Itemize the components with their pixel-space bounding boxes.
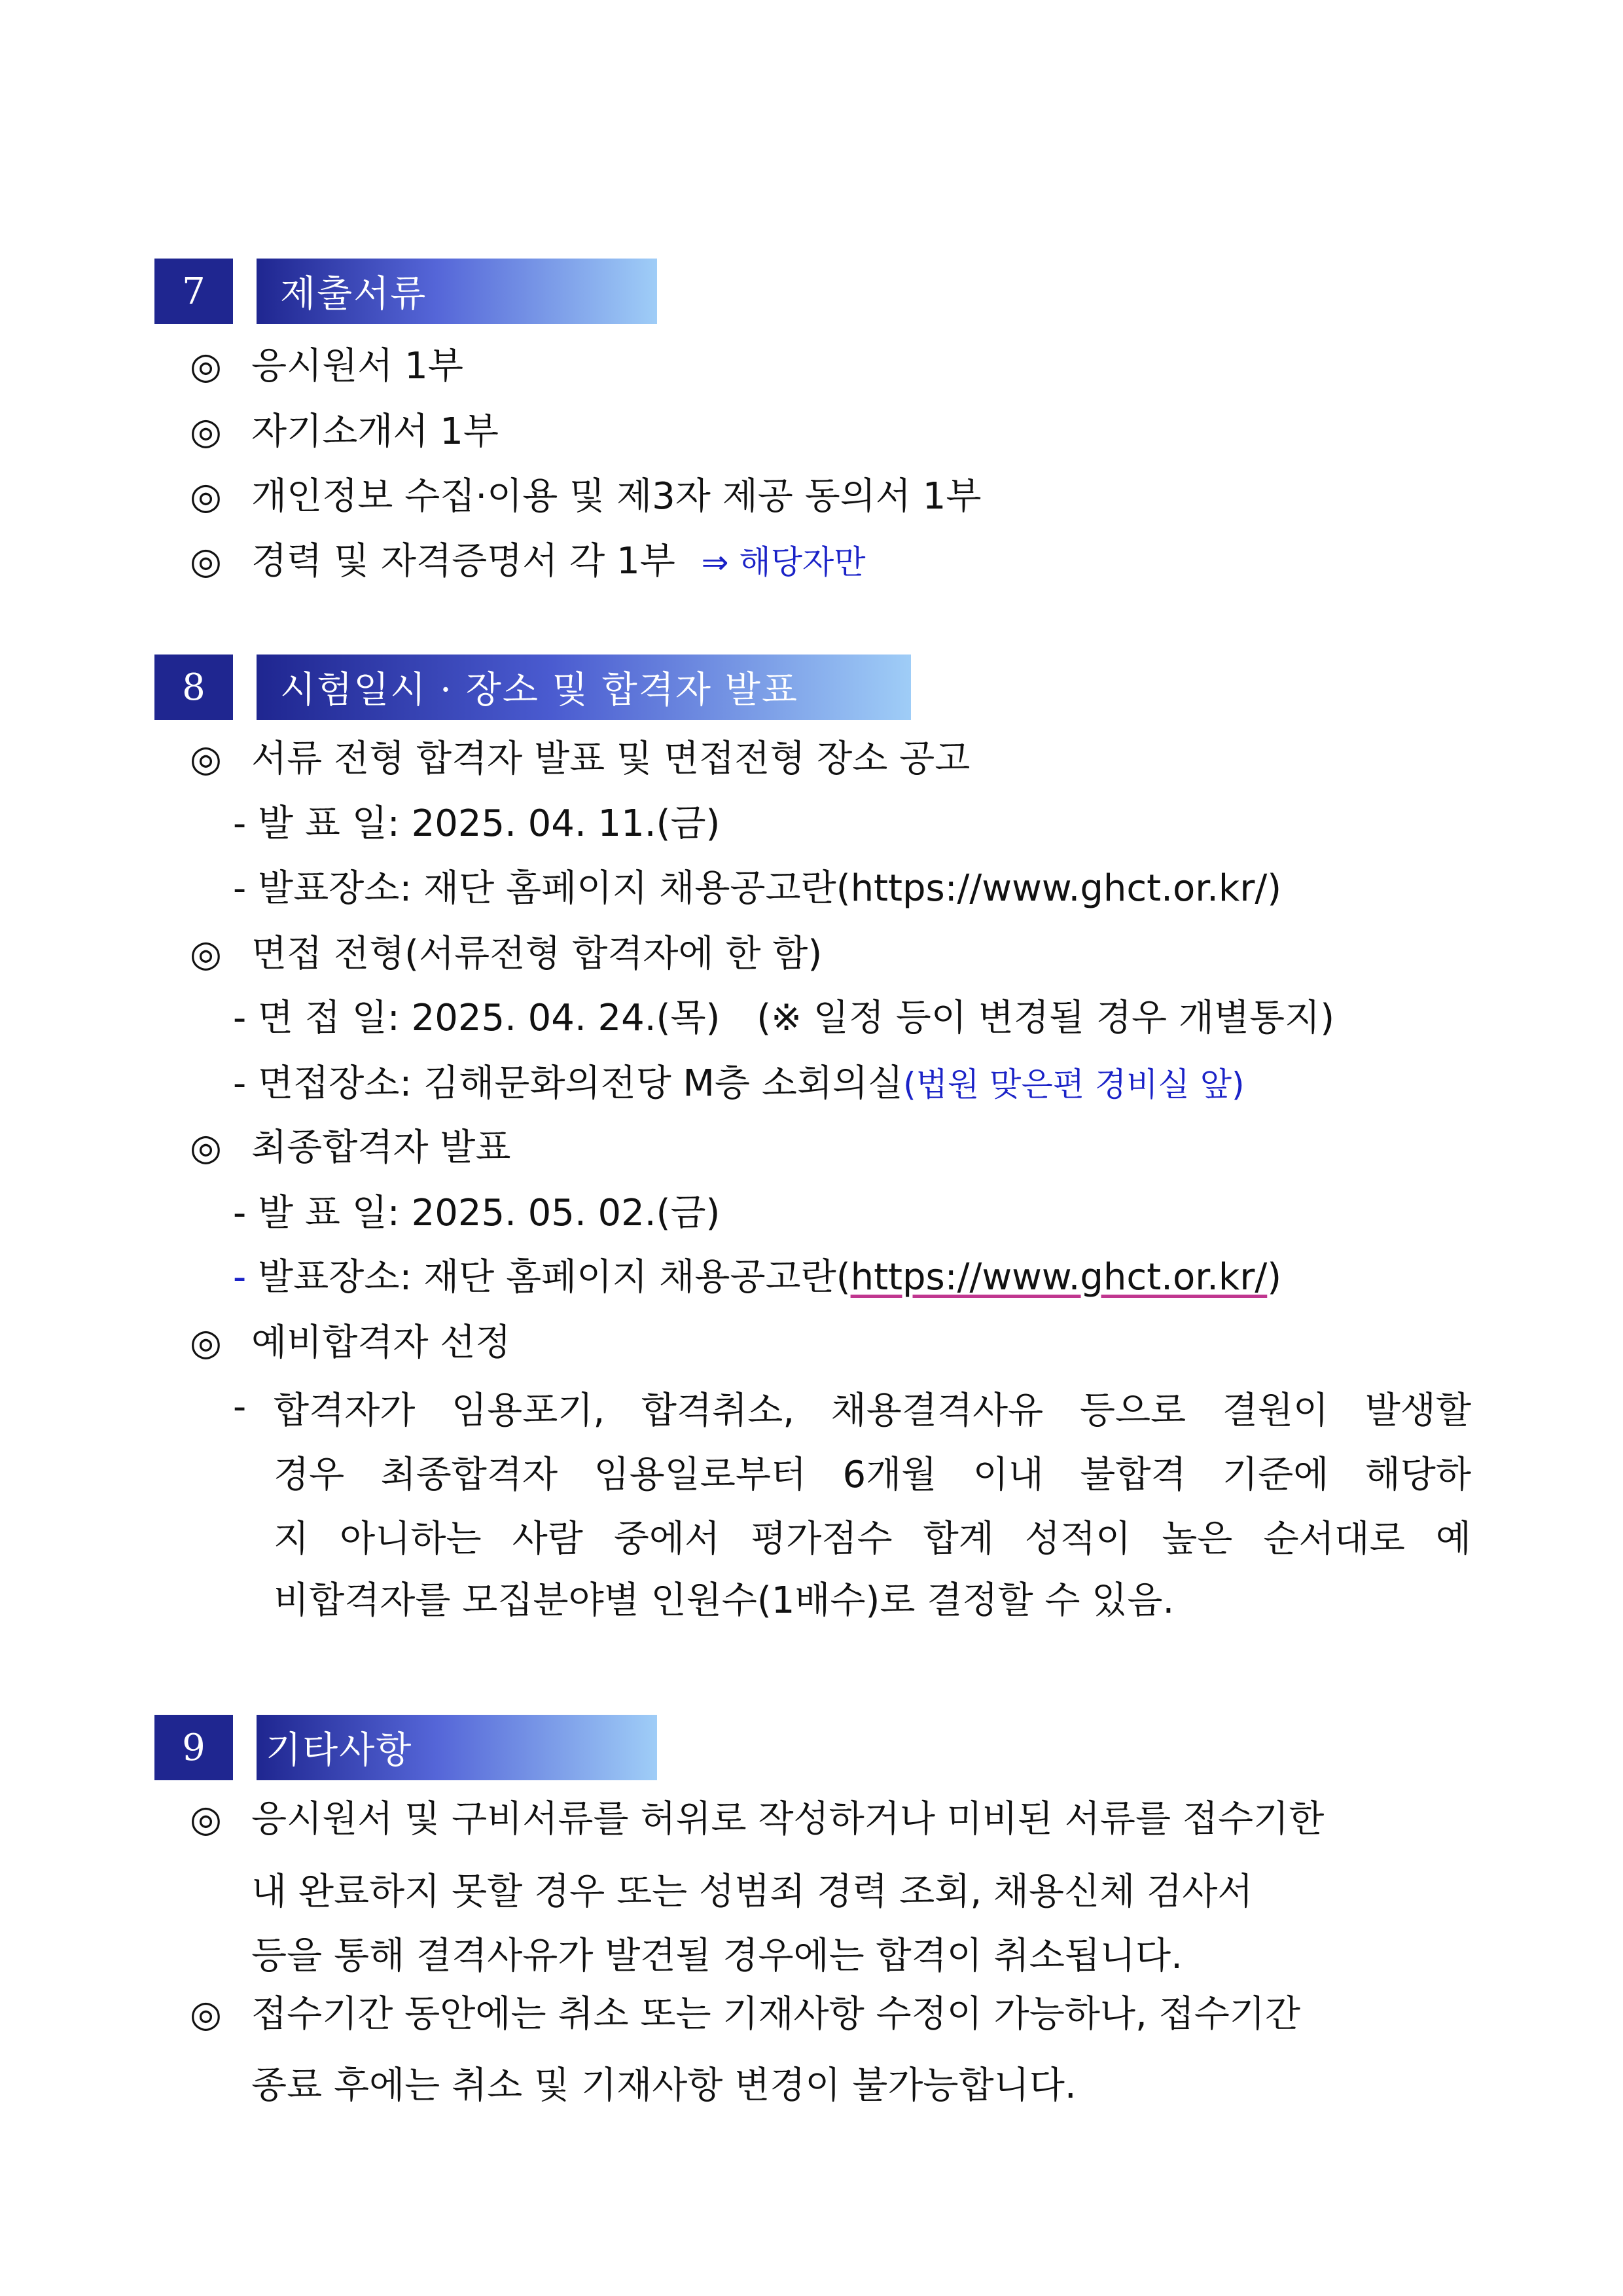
bullet-icon: ◎	[190, 1321, 222, 1364]
item-text: 서류 전형 합격자 발표 및 면접전형 장소 공고	[251, 738, 971, 780]
reserve-line: 경우 최종합격자 임용일로부터 6개월 이내 불합격 기준에 해당하	[274, 1454, 1471, 1496]
section-number: 8	[154, 655, 233, 720]
bullet-icon: ◎	[190, 345, 222, 387]
final-place-end: )	[1267, 1256, 1282, 1299]
section-number: 7	[154, 259, 233, 324]
section-title: 기타사항	[257, 1715, 657, 1780]
reserve-line: 합격자가 임용포기, 합격취소, 채용결격사유 등으로 결원이 발생할	[274, 1390, 1471, 1432]
bullet-icon: ◎	[190, 738, 222, 780]
item-text: 접수기간 동안에는 취소 또는 기재사항 수정이 가능하나, 접수기간	[251, 1993, 1300, 2036]
item-text: 면접 전형(서류전형 합격자에 한 함)	[251, 933, 823, 975]
interview-note: (※ 일정 등이 변경될 경우 개별통지)	[757, 997, 1335, 1039]
section-title: 시험일시 · 장소 및 합격자 발표	[257, 655, 911, 720]
bullet-icon: ◎	[190, 1126, 222, 1169]
bullet-icon: ◎	[190, 933, 222, 975]
item-text-main: 경력 및 자격증명서 각 1부	[251, 540, 675, 583]
final-place-label: 발표장소: 재단 홈페이지 채용공고란(	[258, 1256, 851, 1299]
bullet-icon: ◎	[190, 475, 222, 518]
final-date: - 발 표 일: 2025. 05. 02.(금)	[233, 1192, 721, 1234]
item-text: 응시원서 및 구비서류를 허위로 작성하거나 미비된 서류를 접수기한	[251, 1798, 1325, 1840]
reserve-dash: -	[233, 1386, 247, 1428]
interview-place-note: (법원 맞은편 경비실 앞)	[903, 1066, 1245, 1103]
doc-announce-date: - 발 표 일: 2025. 04. 11.(금)	[233, 802, 721, 845]
section-number: 9	[154, 1715, 233, 1780]
interview-date: - 면 접 일: 2025. 04. 24.(목)	[233, 997, 721, 1039]
item-text-cont: 등을 통해 결격사유가 발견될 경우에는 합격이 취소됩니다.	[251, 1935, 1183, 1977]
item-text: 응시원서 1부	[251, 345, 463, 387]
interview-place-row	[233, 1062, 1245, 1105]
item-note: ⇒ 해당자만	[701, 543, 866, 581]
reserve-line: 비합격자를 모집분야별 인원수(1배수)로 결정할 수 있음.	[274, 1579, 1175, 1622]
item-text: 개인정보 수집·이용 및 제3자 제공 동의서 1부	[251, 475, 982, 518]
item-text: 최종합격자 발표	[251, 1126, 511, 1169]
item-text: 자기소개서 1부	[251, 410, 499, 453]
bullet-icon: ◎	[190, 540, 222, 583]
doc-announce-place: - 발표장소: 재단 홈페이지 채용공고란(https://www.ghct.or.kr/)	[233, 867, 1282, 910]
interview-date-row	[233, 996, 1334, 1040]
interview-place: - 면접장소: 김해문화의전당 M층 소회의실	[233, 1062, 904, 1105]
item-text	[251, 539, 866, 583]
item-text: 예비합격자 선정	[251, 1321, 511, 1364]
bullet-icon: ◎	[190, 1993, 222, 2036]
bullet-icon: ◎	[190, 1798, 222, 1840]
item-text-cont: 종료 후에는 취소 및 기재사항 변경이 불가능합니다.	[251, 2064, 1077, 2107]
final-place-link[interactable]: https://www.ghct.or.kr/	[850, 1256, 1268, 1299]
bullet-icon: ◎	[190, 410, 222, 453]
section-title: 제출서류	[257, 259, 657, 324]
reserve-line: 지 아니하는 사람 중에서 평가점수 합계 성적이 높은 순서대로 예	[274, 1518, 1471, 1560]
dash-icon: -	[233, 1256, 247, 1299]
item-text-cont: 내 완료하지 못할 경우 또는 성범죄 경력 조회, 채용신체 검사서	[251, 1871, 1253, 1913]
final-place-row	[233, 1255, 1281, 1299]
